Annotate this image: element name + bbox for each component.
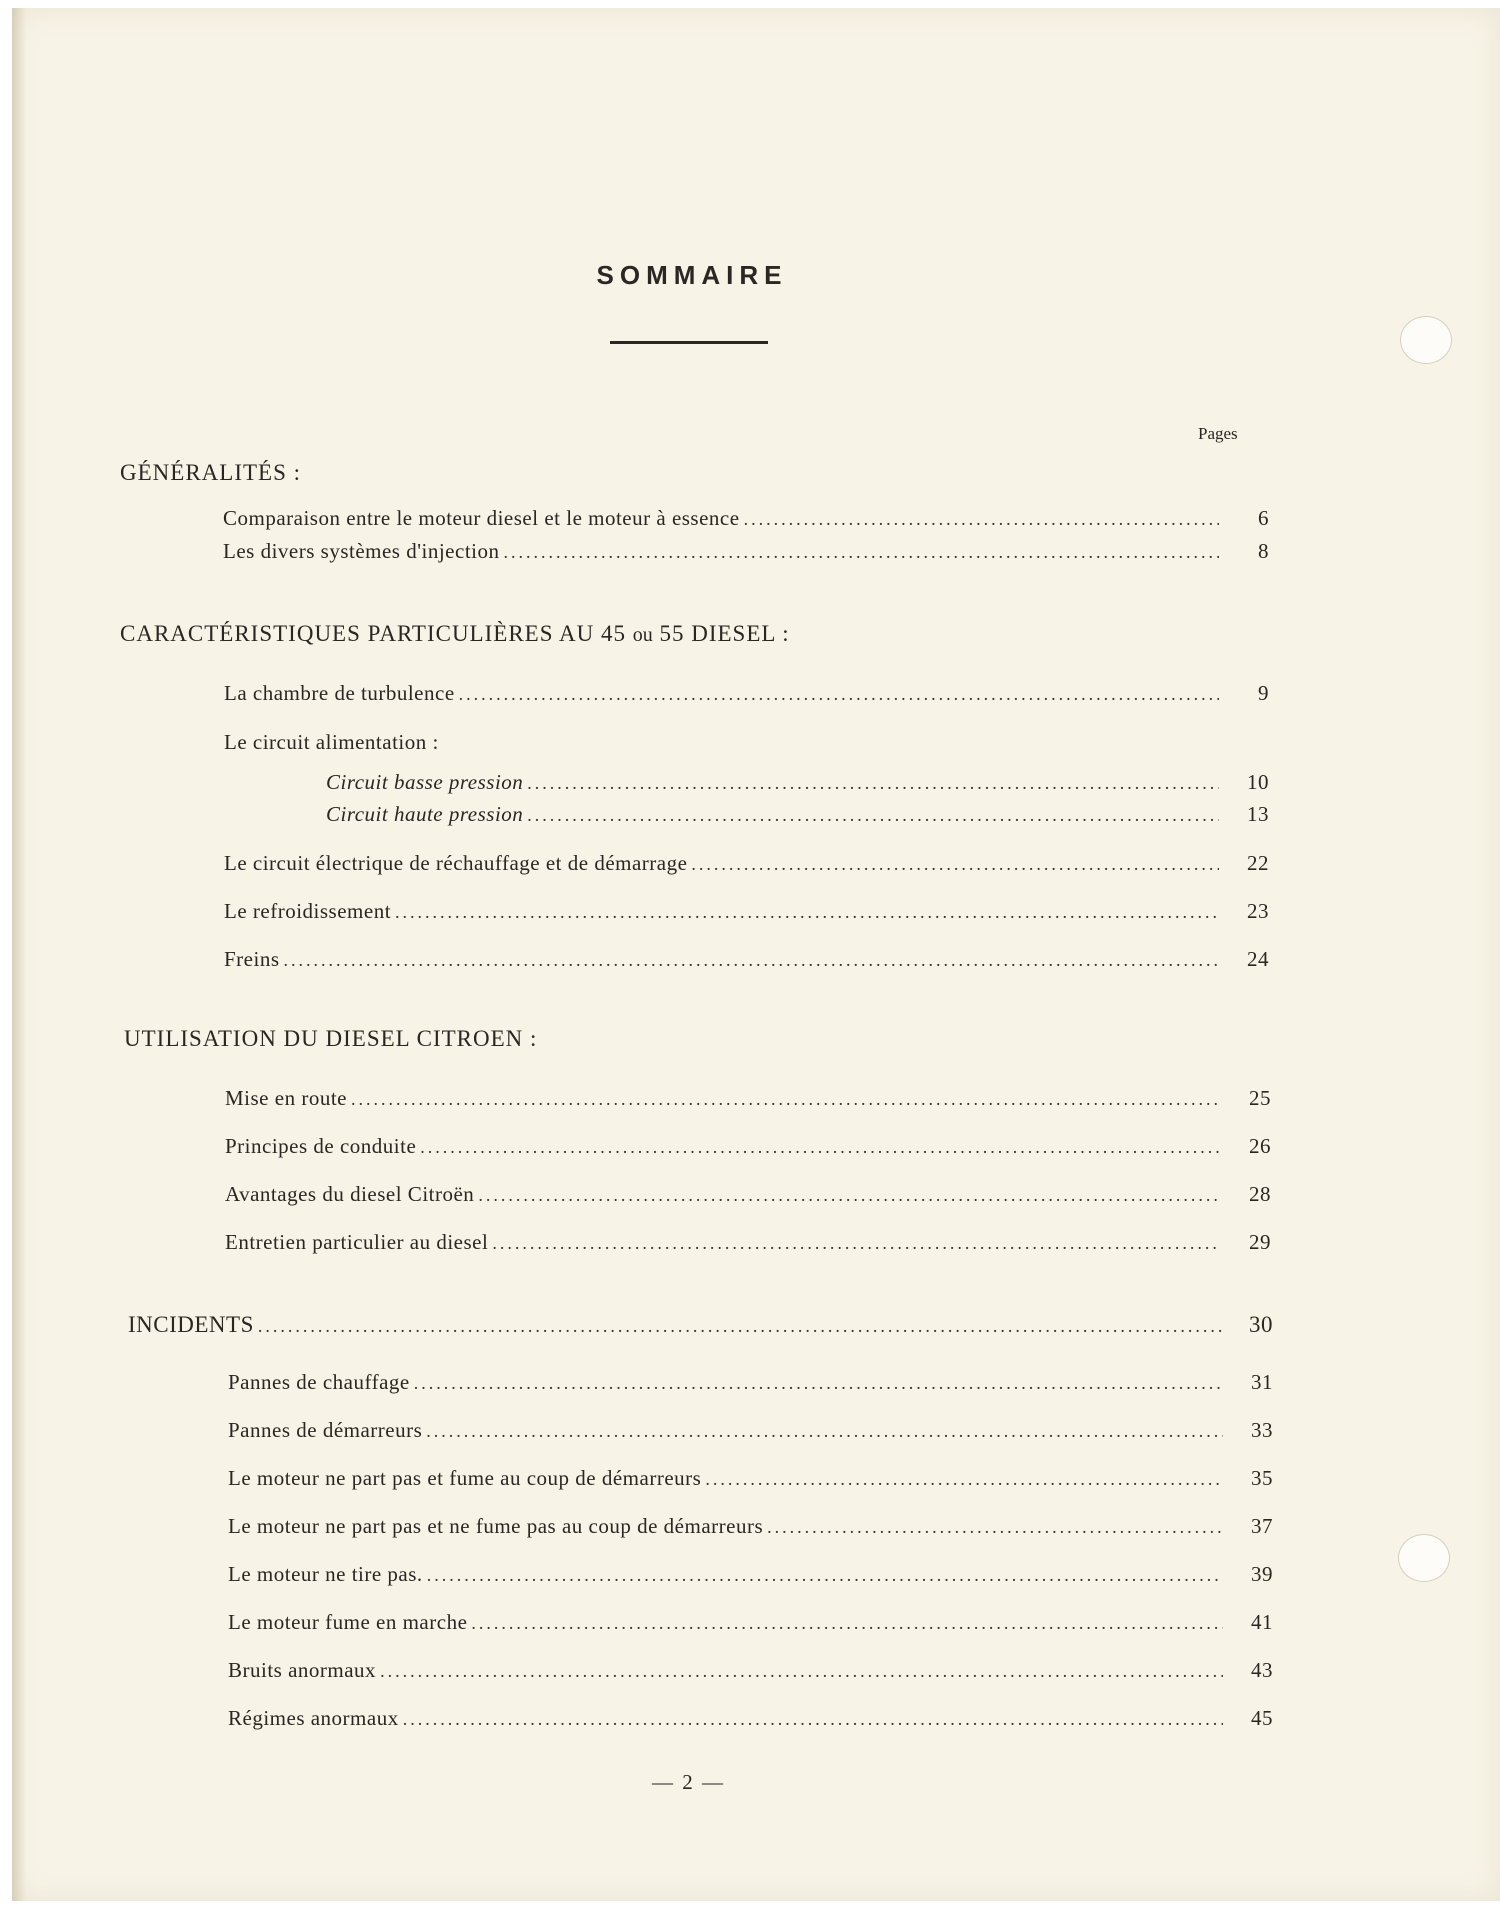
toc-entry-label: INCIDENTS [128,1312,254,1337]
toc-entry-page: 9 [1258,681,1269,705]
toc-entry[interactable] [223,539,1269,564]
dot-leader [527,805,1219,826]
toc-entry-label: Les divers systèmes d'injection [223,539,500,563]
dot-leader [258,1316,1223,1337]
toc-entry-page: 6 [1258,506,1269,530]
document-page [12,8,1500,1901]
page-title: SOMMAIRE [596,260,788,290]
toc-entry-label: Comparaison entre le moteur diesel et le moteur à essence [223,506,740,530]
toc-entry-page: 23 [1247,899,1269,923]
toc-entry-label: Le moteur ne part pas et fume au coup de démarreurs [228,1466,702,1490]
page-edge-shadow [12,8,26,1901]
section-heading-utilisation: UTILISATION DU DIESEL CITROEN : [124,1026,538,1051]
toc-entry[interactable] [228,1466,1273,1491]
toc-entry[interactable] [228,1370,1273,1395]
toc-entry-page: 30 [1249,1312,1273,1337]
toc-entry-page: 37 [1251,1514,1273,1538]
toc-entry-label: Principes de conduite [225,1134,417,1158]
dot-leader [492,1233,1221,1254]
toc-entry-page: 25 [1249,1086,1271,1110]
toc-entry-label: Le moteur fume en marche [228,1610,468,1634]
toc-entry[interactable] [223,506,1269,531]
toc-entry-label: Le moteur ne tire pas. [228,1562,423,1586]
toc-entry-page: 22 [1247,851,1269,875]
toc-entry-label: Le circuit électrique de réchauffage et de démarrage [224,851,688,875]
dot-leader [471,1613,1223,1634]
toc-entry-page: 24 [1247,947,1269,971]
heading-part: CARACTÉRISTIQUES PARTICULIÈRES AU 45 [120,621,626,646]
toc-entry[interactable] [228,1418,1273,1443]
dot-leader [527,773,1219,794]
dot-leader [284,950,1220,971]
toc-entry-label: Bruits anormaux [228,1658,377,1682]
toc-entry-label: Pannes de démarreurs [228,1418,423,1442]
toc-entry-label: Circuit haute pression [326,802,524,826]
dot-leader [403,1709,1223,1730]
toc-entry-label: Entretien particulier au diesel [225,1230,489,1254]
toc-entry-page: 35 [1251,1466,1273,1490]
dot-leader [503,542,1219,563]
toc-entry-page: 10 [1247,770,1269,794]
toc-entry-page: 8 [1258,539,1269,563]
toc-entry-label: Mise en route [225,1086,347,1110]
punch-hole [1400,316,1452,364]
toc-entry[interactable] [228,1514,1273,1539]
toc-entry[interactable] [224,851,1269,876]
dot-leader [427,1565,1223,1586]
toc-entry[interactable] [326,802,1269,827]
toc-entry-label: Le refroidissement [224,899,392,923]
dot-leader [420,1137,1221,1158]
toc-entry[interactable] [225,1086,1271,1111]
toc-entry-label: La chambre de turbulence [224,681,455,705]
section-heading-generalites: GÉNÉRALITÉS : [120,460,302,485]
dot-leader [767,1517,1223,1538]
dot-leader [426,1421,1223,1442]
toc-entry-page: 26 [1249,1134,1271,1158]
dot-leader [414,1373,1223,1394]
heading-part: ou [632,624,653,646]
toc-entry[interactable] [224,947,1269,972]
toc-entry-page: 33 [1251,1418,1273,1442]
toc-entry-label: Freins [224,947,280,971]
toc-entry[interactable] [326,770,1269,795]
toc-entry-label: Régimes anormaux [228,1706,399,1730]
toc-entry[interactable] [224,681,1269,706]
toc-entry[interactable] [225,1230,1271,1255]
toc-entry-label: Avantages du diesel Citroën [225,1182,475,1206]
section-heading-caracteristiques [120,621,790,647]
subsection-label: Le circuit alimentation : [224,730,439,754]
toc-entry-page: 43 [1251,1658,1273,1682]
dot-leader [705,1469,1223,1490]
dot-leader [395,902,1219,923]
dot-leader [380,1661,1223,1682]
toc-entry-page: 39 [1251,1562,1273,1586]
toc-entry[interactable] [228,1610,1273,1635]
dot-leader [691,854,1219,875]
toc-entry[interactable] [228,1706,1273,1731]
toc-entry[interactable] [228,1658,1273,1683]
toc-entry-page: 31 [1251,1370,1273,1394]
toc-entry-page: 13 [1247,802,1269,826]
toc-entry-page: 29 [1249,1230,1271,1254]
pages-column-label: Pages [1198,424,1238,443]
dot-leader [459,684,1219,705]
dot-leader [478,1185,1221,1206]
title-underline [610,341,768,344]
toc-entry[interactable] [228,1562,1273,1587]
toc-entry-label: Le moteur ne part pas et ne fume pas au coup de démarreurs [228,1514,764,1538]
dot-leader [744,509,1219,530]
toc-entry-page: 41 [1251,1610,1273,1634]
toc-entry[interactable] [225,1182,1271,1207]
section-heading-incidents[interactable] [128,1312,1273,1338]
toc-entry-page: 28 [1249,1182,1271,1206]
page-number-footer: — 2 — [652,1770,725,1794]
toc-entry-label: Circuit basse pression [326,770,524,794]
toc-entry-label: Pannes de chauffage [228,1370,410,1394]
toc-entry[interactable] [225,1134,1271,1159]
punch-hole [1398,1534,1450,1582]
dot-leader [351,1089,1221,1110]
toc-entry-page: 45 [1251,1706,1273,1730]
heading-part: 55 DIESEL : [659,621,790,646]
toc-entry[interactable] [224,899,1269,924]
